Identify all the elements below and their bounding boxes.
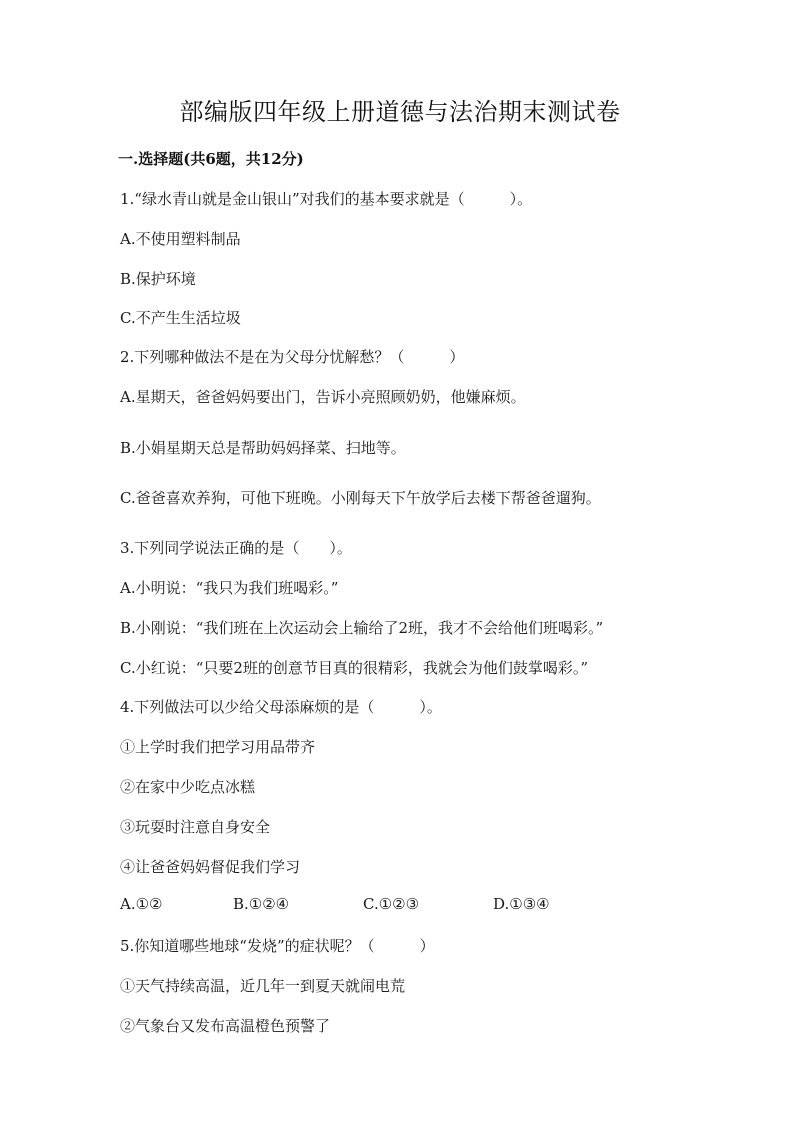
question-3-option-a: A.小明说：“我只为我们班喝彩。” bbox=[120, 579, 339, 597]
question-4-choice-b: B.①②④ bbox=[233, 895, 290, 913]
question-1-option-c: C.不产生生活垃圾 bbox=[120, 309, 241, 327]
question-3-stem: 3.下列同学说法正确的是（ ）。 bbox=[120, 539, 352, 557]
question-4-item-3: ③玩耍时注意自身安全 bbox=[120, 818, 271, 836]
question-4-item-1: ①上学时我们把学习用品带齐 bbox=[120, 738, 316, 756]
question-1-option-a: A.不使用塑料制品 bbox=[120, 230, 241, 248]
section-heading: 一.选择题(共6题，共12分) bbox=[118, 150, 304, 168]
question-1-option-b: B.保护环境 bbox=[120, 270, 196, 288]
question-2-option-a: A.星期天，爸爸妈妈要出门，告诉小亮照顾奶奶，他嫌麻烦。 bbox=[120, 388, 526, 406]
question-2-option-c: C.爸爸喜欢养狗，可他下班晚。小刚每天下午放学后去楼下帮爸爸遛狗。 bbox=[120, 489, 601, 507]
question-3-option-c: C.小红说：“只要2班的创意节目真的很精彩，我就会为他们鼓掌喝彩。” bbox=[120, 659, 589, 677]
question-1-stem: 1.“绿水青山就是金山银山”对我们的基本要求就是（ ）。 bbox=[120, 190, 533, 208]
question-4-item-4: ④让爸爸妈妈督促我们学习 bbox=[120, 858, 301, 876]
question-5-item-2: ②气象台又发布高温橙色预警了 bbox=[120, 1017, 331, 1035]
question-4-item-2: ②在家中少吃点冰糕 bbox=[120, 778, 256, 796]
question-2-option-b: B.小娟星期天总是帮助妈妈择菜、扫地等。 bbox=[120, 439, 406, 457]
question-3-option-b: B.小刚说：“我们班在上次运动会上输给了2班，我才不会给他们班喝彩。” bbox=[120, 619, 604, 637]
question-5-item-1: ①天气持续高温，近几年一到夏天就闹电荒 bbox=[120, 977, 406, 995]
question-5-stem: 5.你知道哪些地球“发烧”的症状呢？（ ） bbox=[120, 937, 435, 955]
question-4-stem: 4.下列做法可以少给父母添麻烦的是（ ）。 bbox=[120, 698, 442, 716]
question-4-choice-d: D.①③④ bbox=[493, 895, 550, 913]
question-4-choice-a: A.①② bbox=[120, 895, 163, 913]
exam-title: 部编版四年级上册道德与法治期末测试卷 bbox=[179, 98, 621, 126]
question-4-choice-c: C.①②③ bbox=[363, 895, 420, 913]
question-2-stem: 2.下列哪种做法不是在为父母分忧解愁？（ ） bbox=[120, 348, 465, 366]
